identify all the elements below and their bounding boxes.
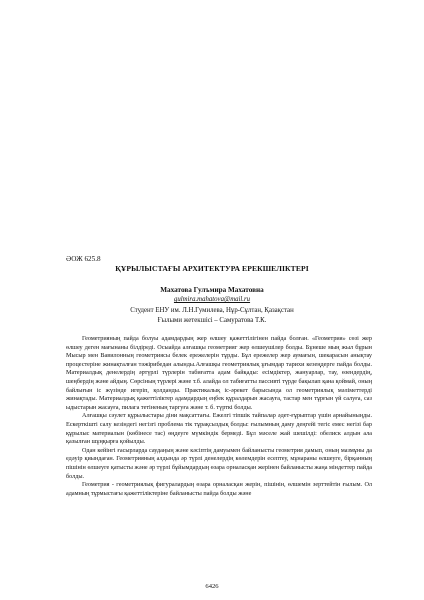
article-title: ҚҰРЫЛЫСТАҒЫ АРХИТЕКТУРА ЕРЕКШЕЛІКТЕРІ [115,264,309,273]
udc-code: ӘОЖ 625.8 [66,255,101,263]
affiliation-block [0,306,424,325]
paragraph: Алғашқы сәулет құрылыстары діни мақсаттағы. Ежелгі тіпшік тайпалар әдет-ғұрыптар үшін арнайыныңды. Ескерткішті салу кезіндегі негізгі проблема тік тұрақсыздық болды: ғылымның даму деңгейі тегіс емес негізі бар құрылыс материалын (көбінесе тас) өңдеуге мүмкіндік бермеді. Бұл мәселе жай шешілді: обелиск алдын ала қазылған шұңқырға қойылды. [66,412,372,446]
article-body [66,335,372,498]
supervisor-line: Ғылыми жетекшісі – Самуратова Т.К. [157,316,267,324]
affiliation-line: Студент ЕНУ им. Л.Н.Гумилева, Нұр-Сұлтан, Қазақстан [130,307,294,314]
page-number: 6426 [205,583,219,590]
author-email-link[interactable]: gulmira.mahatova@mail.ru [173,296,251,303]
paragraph: Одан кейінгі ғасырларда саудаңың және кәсіптің дамуымен байланысты геометрия дамып, оның мазмұны да едәуір қиындаған. Геометрияның алдында әр түрлі денелердің көлемдерін есептеу, мұнараны өлшеуге, бірқанның пішінін өлшеуге қатысты және әр түрлі бұйымдардың өзара орналасқан жерінен байланысты жаңа міндеттер пайда болды. [66,446,372,480]
author-name: Махатова Гулъмира Махатовна [160,286,264,294]
paragraph: Геометрия - геометриялық фигуралардың өзара орналасқан жерін, пішінін, өлшемін зерттейтін ғылым. Ол адамның тұрмыстағы қажеттіліктеріне байланысты пайда болды және [66,481,372,497]
paragraph: Геометрияның пайда болуы адамдардың жер өлшеу қажеттілігінен пайда болған. «Геометрия» сөзі жер өлшеу деген мағынаны білдіреді. Осыайда алғашқы геометрияг жер өлшеушілер болды. Бұнеше мың жыл бұрын Мысыр мен Вавилонның геометриясы белек ережелерін тұрды. Бұл ережелер жер аумағын, шекарасын анықтау процестеріне жинақталған тәжірибедан алынды.Алғашқы геометриялық ұғымдар тарихи кезеңдерге пайда болды. Материалдық денелердің әртүрлі түрлерін табиғатта адам байқады: есімдіктер, жануарлар, тау, өзендердің, шеңбердің және айдың. Сөрсіның түрлері және т.б. алайда ол табиғатты пассивті түрде бақылап қана қоймай, оның байлығын іс жүзінде игеріп, қолданды. Практикалық іс-әрекет барысында ол геометриялық мәліметтерді жинақтады. Материалдық қажеттіліктер адамдардың еңбек құралдарын жасауға, тастар мен тұрғын үй салуға, саз ыдыстарын жасауға, пилага тетіненың таргуға және т. б. түрткі болды. [66,335,372,411]
